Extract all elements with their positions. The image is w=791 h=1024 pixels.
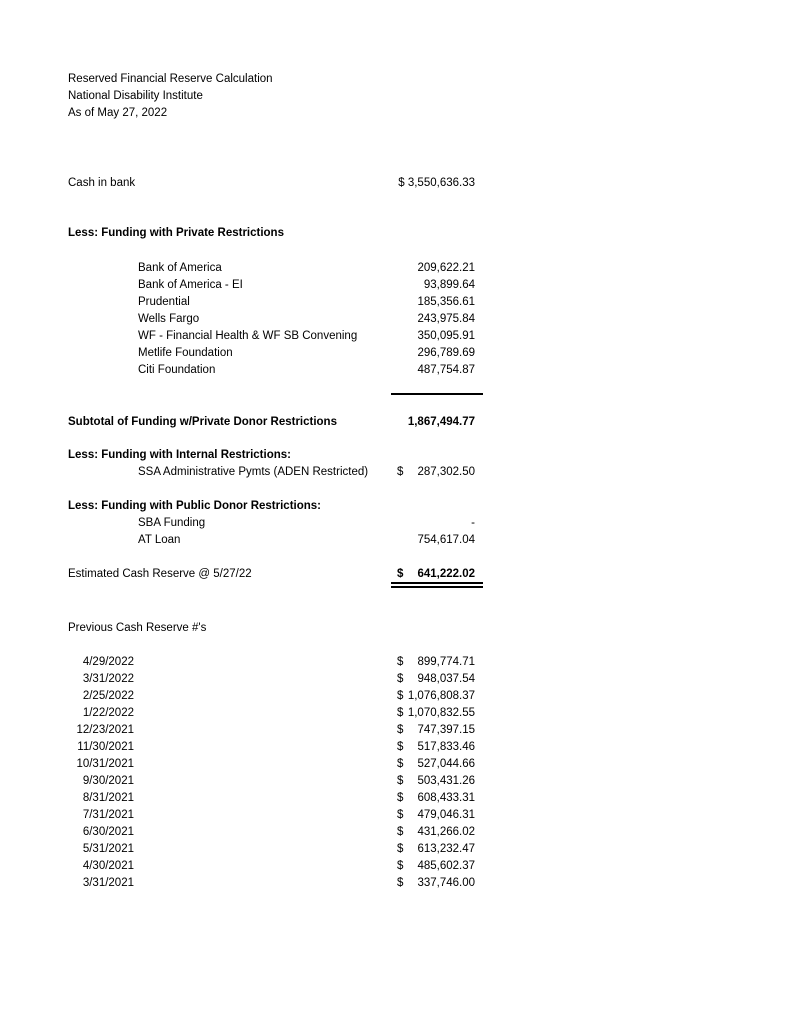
private-item-amount: 487,754.87	[417, 364, 475, 376]
private-item-amount: 350,095.91	[417, 330, 475, 342]
subtotal-rule	[391, 393, 483, 395]
previous-amount: 527,044.66	[417, 758, 475, 770]
previous-date: 1/22/2022	[82, 707, 134, 719]
previous-amount: 1,070,832.55	[407, 707, 475, 719]
previous-currency: $	[397, 758, 404, 770]
private-item-name: Prudential	[138, 296, 190, 308]
total-underline-top	[391, 582, 483, 584]
private-item-amount: 296,789.69	[417, 347, 475, 359]
previous-date: 9/30/2021	[82, 775, 134, 787]
private-restrictions-heading: Less: Funding with Private Restrictions	[68, 227, 284, 239]
internal-restrictions-heading: Less: Funding with Internal Restrictions:	[68, 449, 291, 461]
estimated-reserve-currency: $	[397, 568, 404, 580]
subtotal-amount: 1,867,494.77	[407, 416, 475, 428]
previous-currency: $	[397, 877, 404, 889]
previous-date: 6/30/2021	[82, 826, 134, 838]
previous-currency: $	[397, 707, 404, 719]
previous-amount: 899,774.71	[417, 656, 475, 668]
previous-amount: 337,746.00	[417, 877, 475, 889]
previous-date: 7/31/2021	[82, 809, 134, 821]
public-restrictions-heading: Less: Funding with Public Donor Restrictions:	[68, 500, 322, 512]
previous-amount: 517,833.46	[417, 741, 475, 753]
estimated-reserve-label: Estimated Cash Reserve @ 5/27/22	[68, 568, 252, 580]
internal-item-amount: 287,302.50	[417, 466, 475, 478]
cash-in-bank-amount: $ 3,550,636.33	[398, 177, 475, 189]
previous-currency: $	[397, 690, 404, 702]
private-item-name: Bank of America	[138, 262, 222, 274]
public-item-name: AT Loan	[138, 534, 181, 546]
report-title: Reserved Financial Reserve Calculation	[68, 73, 273, 85]
previous-amount: 431,266.02	[417, 826, 475, 838]
private-item-name: Citi Foundation	[138, 364, 216, 376]
internal-item-name: SSA Administrative Pymts (ADEN Restricted)	[138, 466, 369, 478]
previous-date: 4/29/2022	[82, 656, 134, 668]
internal-currency: $	[397, 466, 404, 478]
private-item-name: WF - Financial Health & WF SB Convening	[138, 330, 358, 342]
previous-currency: $	[397, 860, 404, 872]
previous-currency: $	[397, 792, 404, 804]
private-item-name: Metlife Foundation	[138, 347, 233, 359]
previous-amount: 608,433.31	[417, 792, 475, 804]
previous-amount: 948,037.54	[417, 673, 475, 685]
previous-date: 12/23/2021	[76, 724, 134, 736]
private-item-amount: 93,899.64	[423, 279, 475, 291]
private-item-name: Bank of America - EI	[138, 279, 243, 291]
previous-amount: 503,431.26	[417, 775, 475, 787]
previous-currency: $	[397, 843, 404, 855]
previous-currency: $	[397, 673, 404, 685]
organization-name: National Disability Institute	[68, 90, 203, 102]
cash-in-bank-label: Cash in bank	[68, 177, 136, 189]
previous-date: 10/31/2021	[76, 758, 134, 770]
previous-currency: $	[397, 826, 404, 838]
previous-currency: $	[397, 656, 404, 668]
previous-amount: 479,046.31	[417, 809, 475, 821]
report-date: As of May 27, 2022	[68, 107, 168, 119]
public-item-amount: -	[471, 517, 475, 529]
previous-currency: $	[397, 775, 404, 787]
subtotal-label: Subtotal of Funding w/Private Donor Restrictions	[68, 416, 337, 428]
private-item-amount: 185,356.61	[417, 296, 475, 308]
previous-amount: 613,232.47	[417, 843, 475, 855]
previous-currency: $	[397, 724, 404, 736]
previous-date: 3/31/2021	[82, 877, 134, 889]
previous-date: 4/30/2021	[82, 860, 134, 872]
previous-date: 2/25/2022	[82, 690, 134, 702]
public-item-amount: 754,617.04	[417, 534, 475, 546]
previous-amount: 747,397.15	[417, 724, 475, 736]
public-item-name: SBA Funding	[138, 517, 206, 529]
previous-reserves-heading: Previous Cash Reserve #'s	[68, 622, 207, 634]
private-item-amount: 209,622.21	[417, 262, 475, 274]
previous-currency: $	[397, 809, 404, 821]
previous-amount: 1,076,808.37	[407, 690, 475, 702]
previous-amount: 485,602.37	[417, 860, 475, 872]
total-underline-bottom	[391, 586, 483, 588]
estimated-reserve-amount: 641,222.02	[417, 568, 475, 580]
previous-date: 11/30/2021	[77, 741, 134, 753]
previous-currency: $	[397, 741, 404, 753]
previous-date: 3/31/2022	[82, 673, 134, 685]
private-item-amount: 243,975.84	[417, 313, 475, 325]
previous-date: 8/31/2021	[82, 792, 134, 804]
private-item-name: Wells Fargo	[138, 313, 200, 325]
previous-date: 5/31/2021	[82, 843, 134, 855]
